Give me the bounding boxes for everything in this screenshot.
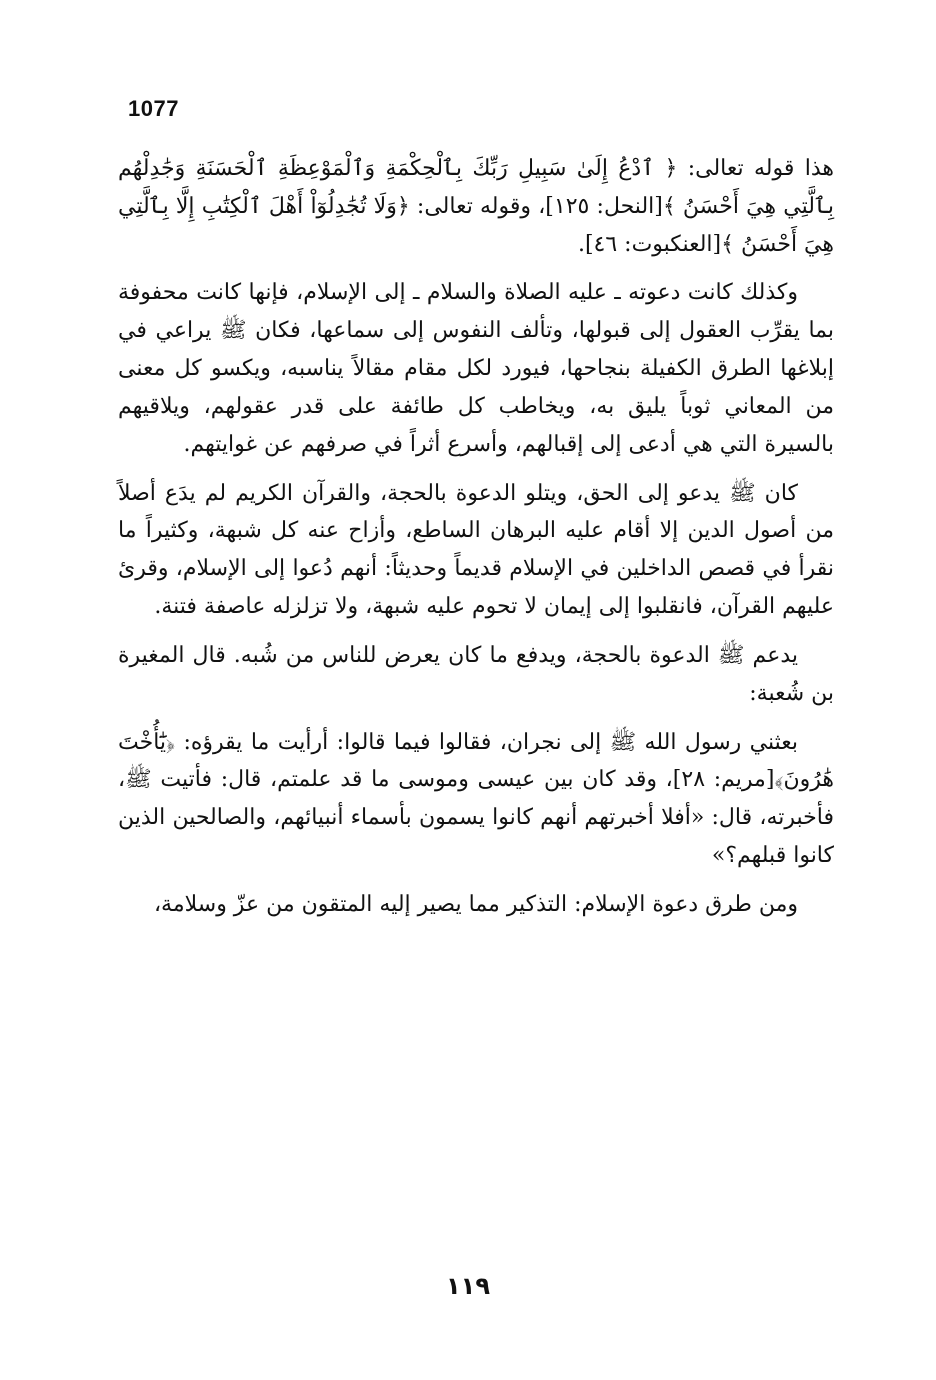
page-body [118,150,834,935]
top-page-marker: 1077 [128,96,179,121]
page-number: ١١٩ [446,1272,490,1300]
paragraph-call-to-truth: كان ﷺ يدعو إلى الحق، ويتلو الدعوة بالحجة، والقرآن الكريم لم يدَع أصلاً من أصول الدين إلا أقام عليه البرهان الساطع، وأزاح عنه كل شبهة، وكثيراً ما نقرأ في قصص الداخلين في الإسلام قديماً وحديثاً: أنهم دُعوا إلى الإسلام، وقرئ عليهم القرآن، فانقلبوا إلى إيمان لا تحوم عليه شبهة، ولا تزلزله عاصفة فتنة. [118,480,834,620]
paragraph-reminder: ومن طرق دعوة الإسلام: التذكير مما يصير إليه المتقون من عزّ وسلامة، [153,891,798,917]
paragraph-quran-verses: هذا قوله تعالى: ﴿ ٱدْعُ إِلَىٰ سَبِيلِ رَبِّكَ بِٱلْحِكْمَةِ وَٱلْمَوْعِظَةِ ٱلْحَسَنَةِ وَجَٰدِلْهُم بِٱلَّتِي هِيَ أَحْسَنُ ﴾[النحل: ١٢٥]، وقوله تعالى: ﴿وَلَا تُجَٰدِلُوٓاْ أَهْلَ ٱلْكِتَٰبِ إِلَّا بِٱلَّتِي هِيَ أَحْسَنُ ﴾[العنكبوت: ٤٦]. [118,156,834,257]
paragraph-prophet-dawah: وكذلك كانت دعوته ـ عليه الصلاة والسلام ـ إلى الإسلام، فإنها كانت محفوفة بما يقرِّب العقول إلى قبولها، وتألف النفوس إلى سماعها، فكان ﷺ يراعي في إبلاغها الطرق الكفيلة بنجاحها، فيورد لكل مقام مقالاً يناسبه، ويكسو كل معنى من المعاني ثوباً يليق به، ويخاطب كل طائفة على قدر عقولهم، ويلاقيهم بالسيرة التي هي أدعى إلى إقبالهم، وأسرع أثراً في صرفهم عن غوايتهم. [118,280,834,457]
paragraph-najran-hadith: بعثني رسول الله ﷺ إلى نجران، فقالوا فيما قالوا: أرأيت ما يقرؤه: ﴿يَٰٓأُخْتَ هَٰرُونَ﴾[مريم: ٢٨]، وقد كان بين عيسى وموسى ما قد علمتم، قال: فأتيت ﷺ، فأخبرته، قال: «أفلا أخبرتهم أنهم كانوا يسمون بأسماء أنبيائهم، والصالحين الذين كانوا قبلهم؟» [118,729,834,869]
paragraph-mughira-intro: يدعم ﷺ الدعوة بالحجة، ويدفع ما كان يعرض للناس من شُبه. قال المغيرة بن شُعبة: [118,642,834,706]
